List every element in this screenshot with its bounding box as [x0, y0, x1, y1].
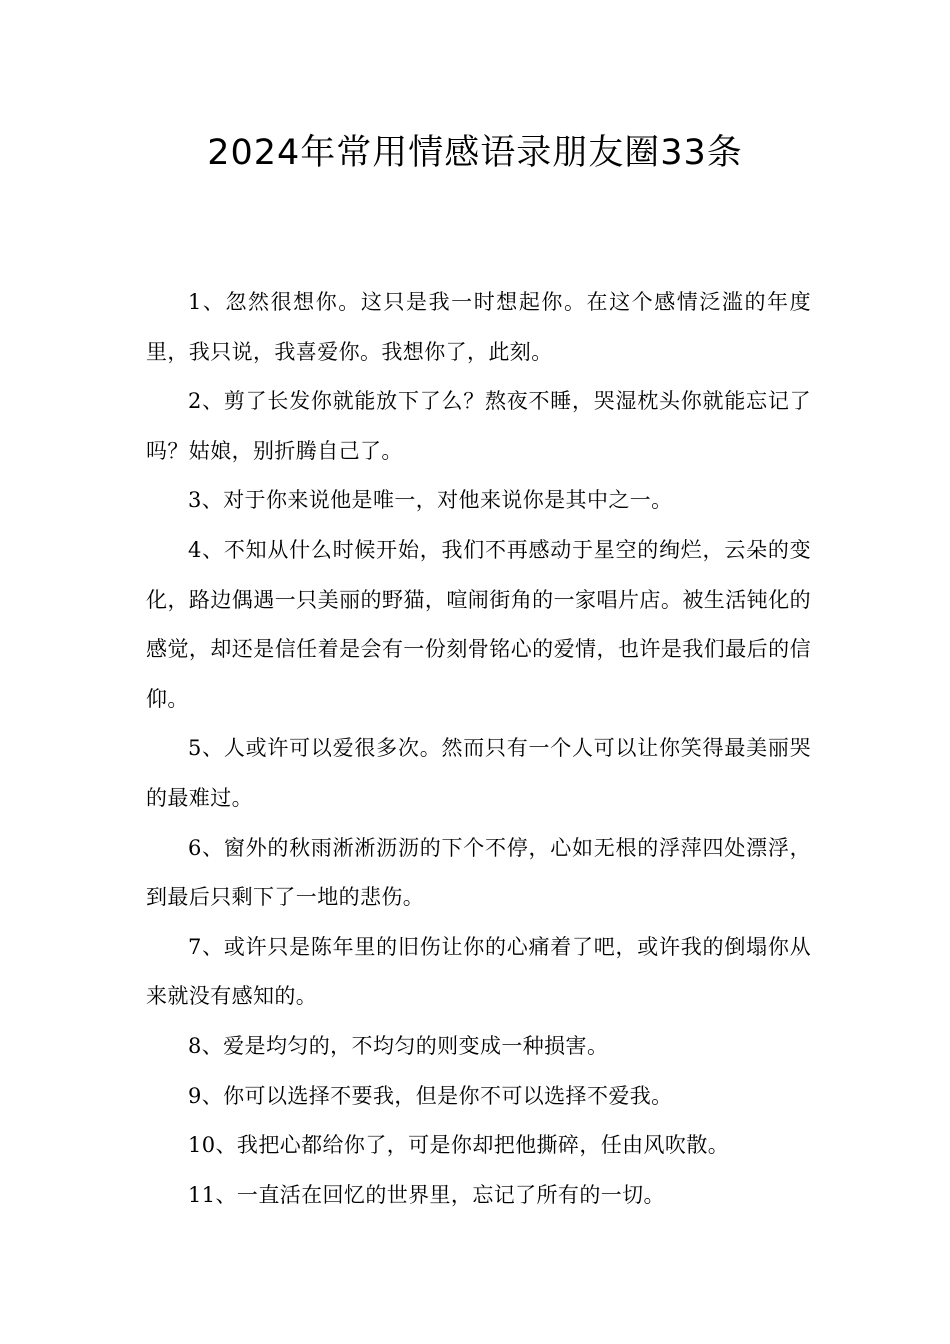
quote-item-4: 4、不知从什么时候开始，我们不再感动于星空的绚烂，云朵的变化，路边偶遇一只美丽的野猫，喧闹街角的一家唱片店。被生活钝化的感觉，却还是信任着是会有一份刻骨铭心的爱情，也许是我们最后的信仰。: [146, 537, 811, 711]
quote-item-10: 10、我把心都给你了，可是你却把他撕碎，任由风吹散。: [188, 1133, 730, 1158]
quote-item-8: 8、爱是均匀的，不均匀的则变成一种损害。: [188, 1033, 609, 1058]
document-body: [146, 278, 811, 1220]
quote-item-2: 2、剪了长发你就能放下了么？熬夜不睡，哭湿枕头你就能忘记了吗？姑娘，别折腾自己了。: [146, 389, 811, 463]
quote-item-7: 7、或许只是陈年里的旧伤让你的心痛着了吧，或许我的倒塌你从来就没有感知的。: [146, 934, 811, 1009]
document-title: 2024年常用情感语录朋友圈33条: [207, 133, 743, 173]
quote-item-6: 6、窗外的秋雨淅淅沥沥的下个不停，心如无根的浮萍四处漂浮，到最后只剩下了一地的悲伤。: [146, 835, 811, 910]
quote-item-11: 11、一直活在回忆的世界里，忘记了所有的一切。: [188, 1182, 665, 1207]
quote-item-9: 9、你可以选择不要我，但是你不可以选择不爱我。: [188, 1083, 673, 1108]
quote-item-3: 3、对于你来说他是唯一，对他来说你是其中之一。: [188, 488, 673, 513]
quote-item-5: 5、人或许可以爱很多次。然而只有一个人可以让你笑得最美丽哭的最难过。: [146, 736, 811, 810]
quote-item-1: 1、忽然很想你。这只是我一时想起你。在这个感情泛滥的年度里，我只说，我喜爱你。我想你了，此刻。: [146, 290, 811, 364]
